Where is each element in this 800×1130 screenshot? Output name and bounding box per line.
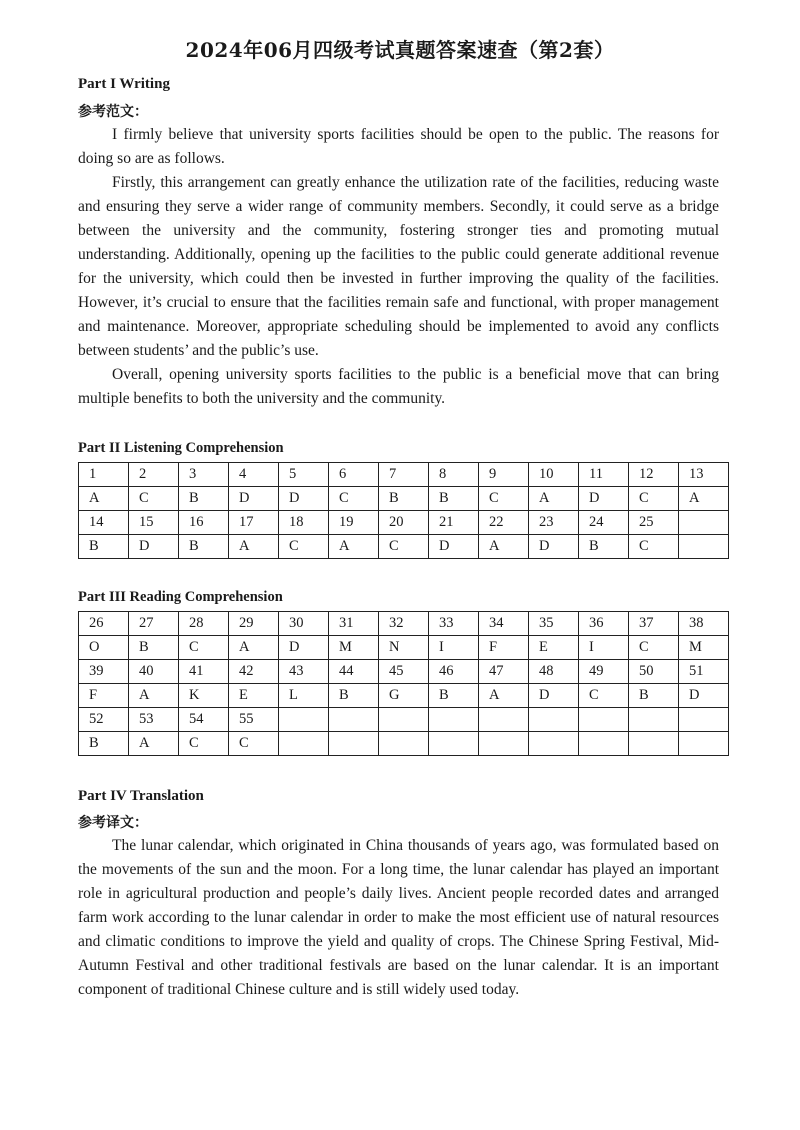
table-row <box>79 660 729 684</box>
table-cell: 34 <box>479 612 529 636</box>
table-cell: 3 <box>179 463 229 487</box>
table-cell <box>279 708 329 732</box>
table-cell: 28 <box>179 612 229 636</box>
table-cell: A <box>79 487 129 511</box>
table-cell: 38 <box>679 612 729 636</box>
table-cell: L <box>279 684 329 708</box>
page-title: 2024年06月四级考试真题答案速查（第2套） <box>185 38 615 62</box>
table-cell: 26 <box>79 612 129 636</box>
table-cell: B <box>429 684 479 708</box>
table-cell: C <box>129 487 179 511</box>
table-cell: 8 <box>429 463 479 487</box>
table-cell: 32 <box>379 612 429 636</box>
table-cell: 53 <box>129 708 179 732</box>
table-cell: C <box>329 487 379 511</box>
table-cell: 44 <box>329 660 379 684</box>
table-cell: 29 <box>229 612 279 636</box>
table-cell: 2 <box>129 463 179 487</box>
table-cell: 16 <box>179 511 229 535</box>
table-cell: 9 <box>479 463 529 487</box>
table-cell: 27 <box>129 612 179 636</box>
table-row <box>79 708 729 732</box>
table-row <box>79 684 729 708</box>
table-cell: D <box>129 535 179 559</box>
table-cell: 50 <box>629 660 679 684</box>
table-cell: 14 <box>79 511 129 535</box>
table-row <box>79 732 729 756</box>
table-cell: B <box>379 487 429 511</box>
table-row <box>79 511 729 535</box>
table-cell: K <box>179 684 229 708</box>
table-cell: D <box>679 684 729 708</box>
translation-paragraph: The lunar calendar, which originated in China thousands of years ago, was formulated based on the movements of the sun and the moon. For a long time, the lunar calendar has played an important role in agricultural production and people’s daily lives. Ancient people recorded dates and arranged farm work according to the lunar calendar in order to make the most efficient use of natural resources and climatic conditions to improve the yield and quality of crops. The Chinese Spring Festival, Mid-Autumn Festival and other traditional festivals are based on the lunar calendar. It is an important component of traditional Chinese culture and is still widely used today. <box>78 837 719 998</box>
table-cell: B <box>579 535 629 559</box>
table-cell: C <box>379 535 429 559</box>
table-cell <box>329 732 379 756</box>
table-cell: 22 <box>479 511 529 535</box>
table-cell: F <box>479 636 529 660</box>
table-cell: 19 <box>329 511 379 535</box>
table-cell: B <box>329 684 379 708</box>
table-row <box>79 612 729 636</box>
table-cell <box>529 708 579 732</box>
table-cell: I <box>579 636 629 660</box>
table-cell <box>629 708 679 732</box>
table-cell: O <box>79 636 129 660</box>
table-cell: 37 <box>629 612 679 636</box>
table-row <box>79 487 729 511</box>
table-cell: E <box>229 684 279 708</box>
table-cell: 13 <box>679 463 729 487</box>
table-cell <box>429 708 479 732</box>
table-cell: B <box>629 684 679 708</box>
table-cell: A <box>329 535 379 559</box>
table-cell: M <box>679 636 729 660</box>
table-cell: 20 <box>379 511 429 535</box>
table-cell <box>329 708 379 732</box>
table-cell: B <box>79 535 129 559</box>
table-cell: 43 <box>279 660 329 684</box>
table-cell: 54 <box>179 708 229 732</box>
table-cell: A <box>129 732 179 756</box>
writing-paragraph: Firstly, this arrangement can greatly enhance the utilization rate of the facilities, reducing waste and ensuring they serve a wider range of community members. Secondly, it could serve as a bridge between the university and the community, fostering stronger ties and promoting mutual understanding. Additionally, opening up the facilities to the public could generate additional revenue for the university, which could then be invested in further improving the quality of the facilities. However, it’s crucial to ensure that the facilities remain safe and functional, with proper management and maintenance. Moreover, appropriate scheduling should be implemented to avoid any conflicts between students’ and the public’s use. <box>78 174 719 359</box>
table-cell: A <box>529 487 579 511</box>
table-cell: D <box>529 684 579 708</box>
table-cell: D <box>229 487 279 511</box>
table-cell: A <box>679 487 729 511</box>
table-cell: 47 <box>479 660 529 684</box>
table-cell: 17 <box>229 511 279 535</box>
table-cell: A <box>229 535 279 559</box>
table-cell: 35 <box>529 612 579 636</box>
table-cell: 10 <box>529 463 579 487</box>
table-cell: D <box>579 487 629 511</box>
table-cell <box>579 708 629 732</box>
table-cell: A <box>479 684 529 708</box>
table-cell: 6 <box>329 463 379 487</box>
table-cell: 41 <box>179 660 229 684</box>
table-cell: A <box>479 535 529 559</box>
table-cell <box>529 732 579 756</box>
table-cell: 42 <box>229 660 279 684</box>
table-cell: I <box>429 636 479 660</box>
table-cell: 5 <box>279 463 329 487</box>
table-cell: 33 <box>429 612 479 636</box>
translation-label: 参考译文： <box>78 815 148 831</box>
table-cell <box>479 732 529 756</box>
table-cell: 36 <box>579 612 629 636</box>
table-cell: 24 <box>579 511 629 535</box>
table-cell: 11 <box>579 463 629 487</box>
table-cell: 39 <box>79 660 129 684</box>
table-cell: 31 <box>329 612 379 636</box>
table-cell: C <box>579 684 629 708</box>
reading-answer-table <box>78 611 729 756</box>
table-cell: 55 <box>229 708 279 732</box>
table-cell <box>679 511 729 535</box>
table-cell: M <box>329 636 379 660</box>
table-cell: 30 <box>279 612 329 636</box>
table-cell <box>479 708 529 732</box>
table-cell: A <box>229 636 279 660</box>
table-cell: 45 <box>379 660 429 684</box>
translation-heading: Part IV Translation <box>78 788 204 804</box>
table-cell: C <box>629 636 679 660</box>
table-cell: 1 <box>79 463 129 487</box>
table-cell <box>629 732 679 756</box>
writing-paragraph: I firmly believe that university sports facilities should be open to the public. The reasons for doing so are as follows. <box>78 126 719 167</box>
table-cell <box>379 732 429 756</box>
table-cell: B <box>179 535 229 559</box>
table-row <box>79 463 729 487</box>
table-cell: 18 <box>279 511 329 535</box>
table-cell: 4 <box>229 463 279 487</box>
table-cell: 49 <box>579 660 629 684</box>
table-cell: F <box>79 684 129 708</box>
listening-answer-table <box>78 462 729 559</box>
table-cell: B <box>129 636 179 660</box>
table-cell: 7 <box>379 463 429 487</box>
table-cell: N <box>379 636 429 660</box>
table-cell: 40 <box>129 660 179 684</box>
table-cell: D <box>279 487 329 511</box>
table-cell <box>679 535 729 559</box>
table-cell <box>429 732 479 756</box>
writing-paragraph: Overall, opening university sports facilities to the public is a beneficial move that can bring multiple benefits to both the university and the community. <box>78 366 719 407</box>
table-cell <box>579 732 629 756</box>
table-cell: C <box>229 732 279 756</box>
translation-text <box>78 834 719 1002</box>
table-row <box>79 535 729 559</box>
table-cell: 12 <box>629 463 679 487</box>
table-cell: B <box>179 487 229 511</box>
table-cell: 51 <box>679 660 729 684</box>
writing-label: 参考范文： <box>78 104 148 120</box>
table-cell: G <box>379 684 429 708</box>
table-cell: 46 <box>429 660 479 684</box>
table-cell: 48 <box>529 660 579 684</box>
table-cell <box>679 708 729 732</box>
table-row <box>79 636 729 660</box>
table-cell: 23 <box>529 511 579 535</box>
table-cell: 21 <box>429 511 479 535</box>
table-cell: B <box>429 487 479 511</box>
table-cell: 15 <box>129 511 179 535</box>
table-cell <box>279 732 329 756</box>
table-cell: C <box>629 535 679 559</box>
table-cell: D <box>429 535 479 559</box>
writing-heading: Part I Writing <box>78 76 170 92</box>
reading-heading: Part III Reading Comprehension <box>78 589 283 605</box>
table-cell: C <box>179 732 229 756</box>
table-cell: C <box>479 487 529 511</box>
table-cell: 52 <box>79 708 129 732</box>
table-cell: C <box>629 487 679 511</box>
table-cell: A <box>129 684 179 708</box>
table-cell: 25 <box>629 511 679 535</box>
listening-heading: Part II Listening Comprehension <box>78 440 284 456</box>
writing-essay <box>78 123 719 411</box>
table-cell: C <box>279 535 329 559</box>
table-cell: E <box>529 636 579 660</box>
table-cell: B <box>79 732 129 756</box>
table-cell <box>679 732 729 756</box>
table-cell: D <box>529 535 579 559</box>
table-cell: D <box>279 636 329 660</box>
table-cell <box>379 708 429 732</box>
table-cell: C <box>179 636 229 660</box>
